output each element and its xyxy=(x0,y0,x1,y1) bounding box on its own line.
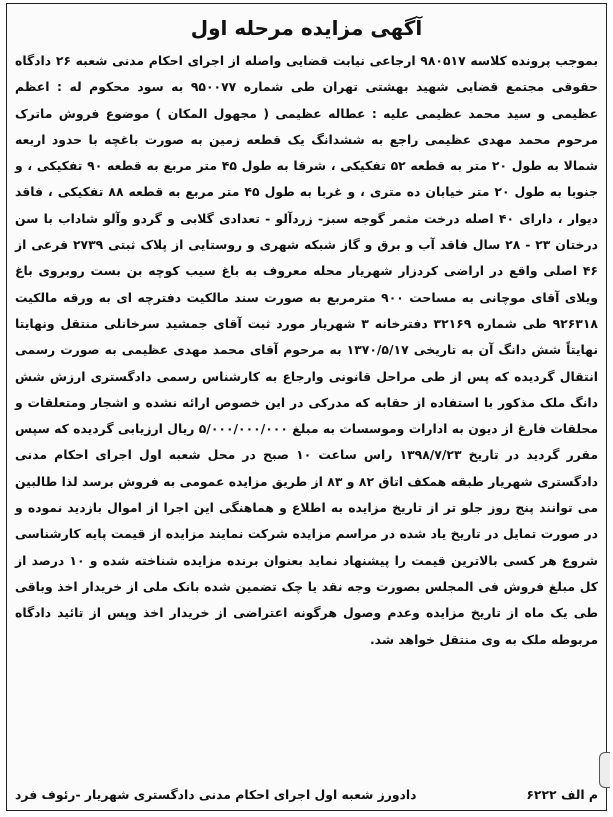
legal-notice xyxy=(6,3,607,811)
notice-body: بموجب پرونده کلاسه ۹۸۰۵۱۷ ارجاعی نیابت قضایی واصله از اجرای احکام مدنی شعبه ۲۶ دادگاه حقوقی مجتمع قضایی شهید بهشتی تهران طی شماره ۹۵۰۰۷۷ به سود محکوم له : اعظم عظیمی و سید محمد عظیمی علیه : عطاله عظیمی ( مجهول المکان ) موضوع فروش ماترک مرحوم محمد مهدی عظیمی راجع به ششدانگ یک قطعه زمین به صورت باغچه با حدود اربعه شمالا به طول ۲۰ متر به قطعه ۵۲ تفکیکی ، شرقا به طول ۴۵ متر مربع به قطعه ۹۰ تفکیکی ، و جنوبا به طول ۲۰ متر خیابان ده متری ، و غربا به طول ۴۵ متر مربع به قطعه ۸۸ تفکیکی ، فاقد دیوار ، دارای ۴۰ اصله درخت مثمر گوجه سبز- زردآلو - تعدادی گلابی و گردو وآلو شاداب با سن درختان ۲۳ - ۲۸ سال فاقد آب و برق و گاز شبکه شهری و روستایی از پلاک ثبتی ۲۷۳۹ فرعی از ۴۶ اصلی واقع در اراضی کردزار شهریار محله معروف به باغ سیب کوچه بن بست روبروی باغ ویلای آقای موچانی به مساحت ۹۰۰ مترمربع به صورت سند مالکیت دفترچه ای به ورقه مالکیت ۹۲۶۳۱۸ طی شماره ۳۲۱۶۹ دفترخانه ۳ شهریار مورد ثبت آقای جمشید سرخانلی منتقل ونهایتا نهایتاً شش دانگ آن به تاریخی ۱۳۷۰/۵/۱۷ به مرحوم آقای محمد مهدی عظیمی به صورت رسمی انتقال گردیده که پس از طی مراحل قانونی وارجاع به کارشناس رسمی دادگستری ارزش شش دانگ ملک مذکور با استفاده از حقابه که مدرکی در این خصوص ارائه نشده و اشجار ومتعلقات و محلقات فارغ از دیون به ادارات وموسسات به مبلغ ۵/۰۰۰/۰۰۰/۰۰۰ ریال ارزیابی گردیده که سپس مقرر گردید در تاریخ ۱۳۹۸/۷/۲۳ راس ساعت ۱۰ صبح در محل شعبه اول اجرای احکام مدنی دادگستری شهریار طبقه همکف اتاق ۸۲ و ۸۳ از طریق مزایده عمومی به فروش برسد لذا طالبین می توانند پنج روز جلو تر از تاریخ مزایده به اطلاع و هماهنگی این اجرا از اموال بازدید نموده و در صورت تمایل در تاریخ یاد شده در مراسم مزایده شرکت نمایند مزایده از قیمت پایه کارشناسی شروع هر کسی بالاترین قیمت را پیشنهاد نماید بعنوان برنده مزایده شناخته شده و ۱۰ درصد از کل مبلغ فروش فی المجلس بصورت وجه نقد یا چک تضمین شده بانک ملی از خریدار اخذ وباقی طی یک ماه از تاریخ مزایده وعدم وصول هرگونه اعتراضی از خریدار اخذ وپس از تائید دادگاه مربوطه ملک به وی منتقل خواهد شد. xyxy=(15,53,599,647)
notice-signature: دادورز شعبه اول اجرای احکام مدنی دادگستری شهریار -رئوف فرد xyxy=(15,787,417,802)
notice-reference-code: م الف ۶۲۲۲ xyxy=(526,787,598,802)
notice-footer xyxy=(15,784,598,806)
notice-title: آگهی مزایده مرحله اول xyxy=(190,16,423,40)
paper-edge-mark xyxy=(599,752,610,788)
